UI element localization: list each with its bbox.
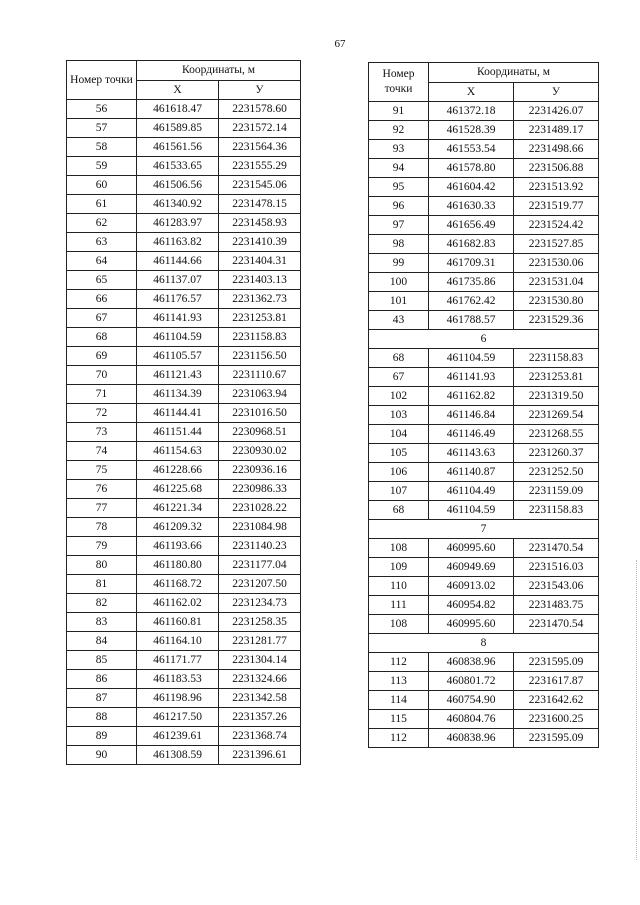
- point-number-cell: 86: [67, 670, 137, 689]
- point-number-cell: 109: [369, 558, 429, 577]
- x-coordinate-cell: 461506.56: [137, 176, 219, 195]
- y-coordinate-cell: 2231028.22: [219, 499, 301, 518]
- table-row: [369, 121, 599, 140]
- point-number-cell: 99: [369, 254, 429, 273]
- table-row: [369, 349, 599, 368]
- x-coordinate-cell: 461762.42: [429, 292, 514, 311]
- table-row: [67, 328, 301, 347]
- point-number-cell: 75: [67, 461, 137, 480]
- x-coordinate-cell: 461340.92: [137, 195, 219, 214]
- point-number-cell: 104: [369, 425, 429, 444]
- x-coordinate-cell: 461283.97: [137, 214, 219, 233]
- x-column-header: X: [429, 83, 514, 102]
- x-coordinate-cell: 461154.63: [137, 442, 219, 461]
- table-row: [369, 729, 599, 748]
- table-row: [67, 594, 301, 613]
- table-row: [369, 710, 599, 729]
- point-number-cell: 105: [369, 444, 429, 463]
- y-coordinate-cell: 2230968.51: [219, 423, 301, 442]
- table-row: [67, 632, 301, 651]
- table-row: [369, 406, 599, 425]
- point-number-cell: 77: [67, 499, 137, 518]
- y-coordinate-cell: 2231572.14: [219, 119, 301, 138]
- y-column-header: У: [219, 81, 301, 100]
- x-coordinate-cell: 461561.56: [137, 138, 219, 157]
- table-row: [369, 577, 599, 596]
- y-coordinate-cell: 2231545.06: [219, 176, 301, 195]
- x-coordinate-cell: 461141.93: [137, 309, 219, 328]
- table-row: [369, 197, 599, 216]
- section-row: [369, 520, 599, 539]
- x-coordinate-cell: 461104.59: [137, 328, 219, 347]
- point-number-cell: 88: [67, 708, 137, 727]
- x-coordinate-cell: 461134.39: [137, 385, 219, 404]
- point-number-cell: 90: [67, 746, 137, 765]
- x-coordinate-cell: 460838.96: [429, 729, 514, 748]
- y-coordinate-cell: 2231530.80: [514, 292, 599, 311]
- x-coordinate-cell: 460995.60: [429, 615, 514, 634]
- x-coordinate-cell: 461104.59: [429, 501, 514, 520]
- x-coordinate-cell: 461104.49: [429, 482, 514, 501]
- y-coordinate-cell: 2231470.54: [514, 615, 599, 634]
- table-row: [67, 404, 301, 423]
- x-coordinate-cell: 461193.66: [137, 537, 219, 556]
- table-row: [67, 689, 301, 708]
- y-coordinate-cell: 2231403.13: [219, 271, 301, 290]
- point-number-cell: 112: [369, 653, 429, 672]
- point-number-cell: 70: [67, 366, 137, 385]
- y-coordinate-cell: 2230936.16: [219, 461, 301, 480]
- table-row: [369, 444, 599, 463]
- table-row: [67, 271, 301, 290]
- point-number-cell: 79: [67, 537, 137, 556]
- point-number-cell: 94: [369, 159, 429, 178]
- table-row: [369, 501, 599, 520]
- y-coordinate-cell: 2231527.85: [514, 235, 599, 254]
- table-row: [369, 558, 599, 577]
- table-row: [369, 691, 599, 710]
- y-coordinate-cell: 2231140.23: [219, 537, 301, 556]
- y-coordinate-cell: 2231617.87: [514, 672, 599, 691]
- x-coordinate-cell: 461709.31: [429, 254, 514, 273]
- x-coordinate-cell: 461239.61: [137, 727, 219, 746]
- x-coordinate-cell: 461144.66: [137, 252, 219, 271]
- y-coordinate-cell: 2231498.66: [514, 140, 599, 159]
- section-row: [369, 330, 599, 349]
- table-row: [369, 463, 599, 482]
- x-coordinate-cell: 461141.93: [429, 368, 514, 387]
- point-number-cell: 67: [67, 309, 137, 328]
- y-coordinate-cell: 2231260.37: [514, 444, 599, 463]
- y-coordinate-cell: 2231531.04: [514, 273, 599, 292]
- table-row: [369, 539, 599, 558]
- point-number-cell: 108: [369, 539, 429, 558]
- y-coordinate-cell: 2231410.39: [219, 233, 301, 252]
- section-row: [369, 634, 599, 653]
- table-row: [67, 347, 301, 366]
- table-row: [369, 178, 599, 197]
- table-row: [67, 423, 301, 442]
- table-row: [67, 651, 301, 670]
- table-row: [369, 159, 599, 178]
- y-coordinate-cell: 2231253.81: [514, 368, 599, 387]
- point-number-cell: 84: [67, 632, 137, 651]
- y-coordinate-cell: 2231016.50: [219, 404, 301, 423]
- table-row: [67, 233, 301, 252]
- point-number-cell: 64: [67, 252, 137, 271]
- x-coordinate-cell: 460913.02: [429, 577, 514, 596]
- x-coordinate-cell: 461528.39: [429, 121, 514, 140]
- x-coordinate-cell: 461180.80: [137, 556, 219, 575]
- y-coordinate-cell: 2231281.77: [219, 632, 301, 651]
- y-coordinate-cell: 2231159.09: [514, 482, 599, 501]
- point-number-header: Номер точки: [369, 63, 429, 102]
- x-coordinate-cell: 461183.53: [137, 670, 219, 689]
- point-number-cell: 72: [67, 404, 137, 423]
- point-number-cell: 92: [369, 121, 429, 140]
- table-row: [369, 311, 599, 330]
- x-coordinate-cell: 460954.82: [429, 596, 514, 615]
- x-coordinate-cell: 461198.96: [137, 689, 219, 708]
- table-row: [67, 290, 301, 309]
- x-coordinate-cell: 461735.86: [429, 273, 514, 292]
- y-coordinate-cell: 2231555.29: [219, 157, 301, 176]
- table-row: [67, 575, 301, 594]
- y-coordinate-cell: 2231158.83: [219, 328, 301, 347]
- y-coordinate-cell: 2231158.83: [514, 501, 599, 520]
- table-row: [369, 482, 599, 501]
- x-coordinate-cell: 461163.82: [137, 233, 219, 252]
- point-number-cell: 82: [67, 594, 137, 613]
- table-row: [67, 518, 301, 537]
- point-number-cell: 102: [369, 387, 429, 406]
- point-number-cell: 101: [369, 292, 429, 311]
- y-coordinate-cell: 2231516.03: [514, 558, 599, 577]
- y-coordinate-cell: 2231478.15: [219, 195, 301, 214]
- x-coordinate-cell: 461144.41: [137, 404, 219, 423]
- y-coordinate-cell: 2231458.93: [219, 214, 301, 233]
- table-row: [67, 613, 301, 632]
- point-number-cell: 76: [67, 480, 137, 499]
- point-number-cell: 66: [67, 290, 137, 309]
- y-coordinate-cell: 2231253.81: [219, 309, 301, 328]
- y-coordinate-cell: 2231177.04: [219, 556, 301, 575]
- table-row: [369, 615, 599, 634]
- table-row: [369, 425, 599, 444]
- x-coordinate-cell: 461589.85: [137, 119, 219, 138]
- table-body-left: [67, 100, 301, 765]
- y-coordinate-cell: 2231234.73: [219, 594, 301, 613]
- x-coordinate-cell: 461228.66: [137, 461, 219, 480]
- section-number: 7: [369, 520, 599, 539]
- x-coordinate-cell: 461209.32: [137, 518, 219, 537]
- coordinates-header: Координаты, м: [429, 63, 599, 83]
- y-coordinate-cell: 2231084.98: [219, 518, 301, 537]
- x-coordinate-cell: 461168.72: [137, 575, 219, 594]
- y-coordinate-cell: 2231506.88: [514, 159, 599, 178]
- point-number-cell: 115: [369, 710, 429, 729]
- point-number-cell: 83: [67, 613, 137, 632]
- x-coordinate-cell: 461618.47: [137, 100, 219, 119]
- point-number-cell: 111: [369, 596, 429, 615]
- x-coordinate-cell: 460838.96: [429, 653, 514, 672]
- point-number-cell: 80: [67, 556, 137, 575]
- table-row: [67, 442, 301, 461]
- point-number-cell: 71: [67, 385, 137, 404]
- x-coordinate-cell: 461160.81: [137, 613, 219, 632]
- point-number-cell: 73: [67, 423, 137, 442]
- table-row: [67, 480, 301, 499]
- y-coordinate-cell: 2231595.09: [514, 729, 599, 748]
- y-coordinate-cell: 2231063.94: [219, 385, 301, 404]
- x-coordinate-cell: 461104.59: [429, 349, 514, 368]
- y-coordinate-cell: 2231529.36: [514, 311, 599, 330]
- y-coordinate-cell: 2231578.60: [219, 100, 301, 119]
- table-row: [369, 292, 599, 311]
- point-number-cell: 68: [369, 349, 429, 368]
- point-number-cell: 65: [67, 271, 137, 290]
- table-row: [67, 309, 301, 328]
- x-coordinate-cell: 461630.33: [429, 197, 514, 216]
- table-row: [67, 537, 301, 556]
- point-number-cell: 108: [369, 615, 429, 634]
- table-row: [369, 368, 599, 387]
- y-coordinate-cell: 2231269.54: [514, 406, 599, 425]
- y-coordinate-cell: 2231642.62: [514, 691, 599, 710]
- y-coordinate-cell: 2231268.55: [514, 425, 599, 444]
- x-coordinate-cell: 461137.07: [137, 271, 219, 290]
- coordinates-table-right: [368, 62, 599, 748]
- table-row: [67, 100, 301, 119]
- y-coordinate-cell: 2231595.09: [514, 653, 599, 672]
- x-coordinate-cell: 460804.76: [429, 710, 514, 729]
- point-number-cell: 91: [369, 102, 429, 121]
- table-row: [67, 385, 301, 404]
- point-number-cell: 112: [369, 729, 429, 748]
- point-number-cell: 57: [67, 119, 137, 138]
- point-number-cell: 56: [67, 100, 137, 119]
- point-number-header: Номер точки: [67, 61, 137, 100]
- point-number-cell: 97: [369, 216, 429, 235]
- table-row: [67, 366, 301, 385]
- x-coordinate-cell: 461308.59: [137, 746, 219, 765]
- x-coordinate-cell: 461533.65: [137, 157, 219, 176]
- x-coordinate-cell: 461176.57: [137, 290, 219, 309]
- point-number-cell: 113: [369, 672, 429, 691]
- y-coordinate-cell: 2231319.50: [514, 387, 599, 406]
- table-row: [67, 670, 301, 689]
- y-coordinate-cell: 2231524.42: [514, 216, 599, 235]
- table-row: [369, 216, 599, 235]
- scan-edge-marks: [635, 560, 637, 860]
- x-coordinate-cell: 461171.77: [137, 651, 219, 670]
- x-coordinate-cell: 460801.72: [429, 672, 514, 691]
- y-coordinate-cell: 2230986.33: [219, 480, 301, 499]
- y-coordinate-cell: 2231483.75: [514, 596, 599, 615]
- point-number-cell: 110: [369, 577, 429, 596]
- y-coordinate-cell: 2231489.17: [514, 121, 599, 140]
- point-number-cell: 106: [369, 463, 429, 482]
- table-row: [369, 140, 599, 159]
- point-number-cell: 93: [369, 140, 429, 159]
- y-coordinate-cell: 2230930.02: [219, 442, 301, 461]
- table-row: [369, 387, 599, 406]
- point-number-cell: 96: [369, 197, 429, 216]
- coordinates-header: Координаты, м: [137, 61, 301, 81]
- table-row: [67, 252, 301, 271]
- table-row: [369, 102, 599, 121]
- section-number: 8: [369, 634, 599, 653]
- point-number-cell: 60: [67, 176, 137, 195]
- point-number-cell: 89: [67, 727, 137, 746]
- table-row: [67, 746, 301, 765]
- y-coordinate-cell: 2231426.07: [514, 102, 599, 121]
- table-row: [67, 708, 301, 727]
- y-coordinate-cell: 2231404.31: [219, 252, 301, 271]
- y-coordinate-cell: 2231530.06: [514, 254, 599, 273]
- x-coordinate-cell: 461105.57: [137, 347, 219, 366]
- y-coordinate-cell: 2231258.35: [219, 613, 301, 632]
- table-row: [67, 214, 301, 233]
- table-row: [67, 556, 301, 575]
- y-coordinate-cell: 2231396.61: [219, 746, 301, 765]
- x-coordinate-cell: 461151.44: [137, 423, 219, 442]
- point-number-cell: 58: [67, 138, 137, 157]
- table-row: [369, 235, 599, 254]
- table-row: [67, 119, 301, 138]
- y-coordinate-cell: 2231513.92: [514, 178, 599, 197]
- table-row: [369, 596, 599, 615]
- y-coordinate-cell: 2231304.14: [219, 651, 301, 670]
- point-number-cell: 114: [369, 691, 429, 710]
- y-coordinate-cell: 2231324.66: [219, 670, 301, 689]
- y-column-header: У: [514, 83, 599, 102]
- x-coordinate-cell: 460754.90: [429, 691, 514, 710]
- point-number-cell: 98: [369, 235, 429, 254]
- point-number-cell: 81: [67, 575, 137, 594]
- x-coordinate-cell: 461140.87: [429, 463, 514, 482]
- point-number-cell: 67: [369, 368, 429, 387]
- table-row: [369, 273, 599, 292]
- page-number: 67: [334, 38, 346, 50]
- point-number-cell: 100: [369, 273, 429, 292]
- x-coordinate-cell: 461553.54: [429, 140, 514, 159]
- point-number-cell: 85: [67, 651, 137, 670]
- y-coordinate-cell: 2231252.50: [514, 463, 599, 482]
- point-number-cell: 63: [67, 233, 137, 252]
- x-coordinate-cell: 461146.84: [429, 406, 514, 425]
- table-row: [67, 157, 301, 176]
- point-number-cell: 68: [369, 501, 429, 520]
- y-coordinate-cell: 2231564.36: [219, 138, 301, 157]
- point-number-cell: 68: [67, 328, 137, 347]
- x-coordinate-cell: 461225.68: [137, 480, 219, 499]
- point-number-cell: 61: [67, 195, 137, 214]
- x-coordinate-cell: 461682.83: [429, 235, 514, 254]
- x-coordinate-cell: 461578.80: [429, 159, 514, 178]
- table-row: [369, 254, 599, 273]
- x-coordinate-cell: 461121.43: [137, 366, 219, 385]
- y-coordinate-cell: 2231342.58: [219, 689, 301, 708]
- table-row: [67, 138, 301, 157]
- table-row: [67, 195, 301, 214]
- table-row: [369, 672, 599, 691]
- x-coordinate-cell: 460949.69: [429, 558, 514, 577]
- x-coordinate-cell: 461164.10: [137, 632, 219, 651]
- point-number-cell: 59: [67, 157, 137, 176]
- point-number-cell: 107: [369, 482, 429, 501]
- x-coordinate-cell: 461604.42: [429, 178, 514, 197]
- y-coordinate-cell: 2231207.50: [219, 575, 301, 594]
- y-coordinate-cell: 2231543.06: [514, 577, 599, 596]
- y-coordinate-cell: 2231600.25: [514, 710, 599, 729]
- table-row: [67, 499, 301, 518]
- coordinates-table-left: [66, 60, 301, 765]
- x-coordinate-cell: 461221.34: [137, 499, 219, 518]
- point-number-cell: 69: [67, 347, 137, 366]
- x-coordinate-cell: 460995.60: [429, 539, 514, 558]
- table-body-right: [369, 102, 599, 748]
- table-row: [369, 653, 599, 672]
- point-number-cell: 43: [369, 311, 429, 330]
- point-number-cell: 103: [369, 406, 429, 425]
- x-coordinate-cell: 461217.50: [137, 708, 219, 727]
- x-coordinate-cell: 461162.02: [137, 594, 219, 613]
- table-row: [67, 727, 301, 746]
- section-number: 6: [369, 330, 599, 349]
- y-coordinate-cell: 2231158.83: [514, 349, 599, 368]
- y-coordinate-cell: 2231362.73: [219, 290, 301, 309]
- y-coordinate-cell: 2231156.50: [219, 347, 301, 366]
- x-coordinate-cell: 461143.63: [429, 444, 514, 463]
- point-number-cell: 78: [67, 518, 137, 537]
- point-number-cell: 62: [67, 214, 137, 233]
- x-column-header: X: [137, 81, 219, 100]
- x-coordinate-cell: 461656.49: [429, 216, 514, 235]
- point-number-cell: 74: [67, 442, 137, 461]
- x-coordinate-cell: 461372.18: [429, 102, 514, 121]
- point-number-cell: 87: [67, 689, 137, 708]
- x-coordinate-cell: 461788.57: [429, 311, 514, 330]
- y-coordinate-cell: 2231519.77: [514, 197, 599, 216]
- x-coordinate-cell: 461162.82: [429, 387, 514, 406]
- table-row: [67, 176, 301, 195]
- point-number-cell: 95: [369, 178, 429, 197]
- y-coordinate-cell: 2231368.74: [219, 727, 301, 746]
- x-coordinate-cell: 461146.49: [429, 425, 514, 444]
- y-coordinate-cell: 2231470.54: [514, 539, 599, 558]
- y-coordinate-cell: 2231110.67: [219, 366, 301, 385]
- table-row: [67, 461, 301, 480]
- y-coordinate-cell: 2231357.26: [219, 708, 301, 727]
